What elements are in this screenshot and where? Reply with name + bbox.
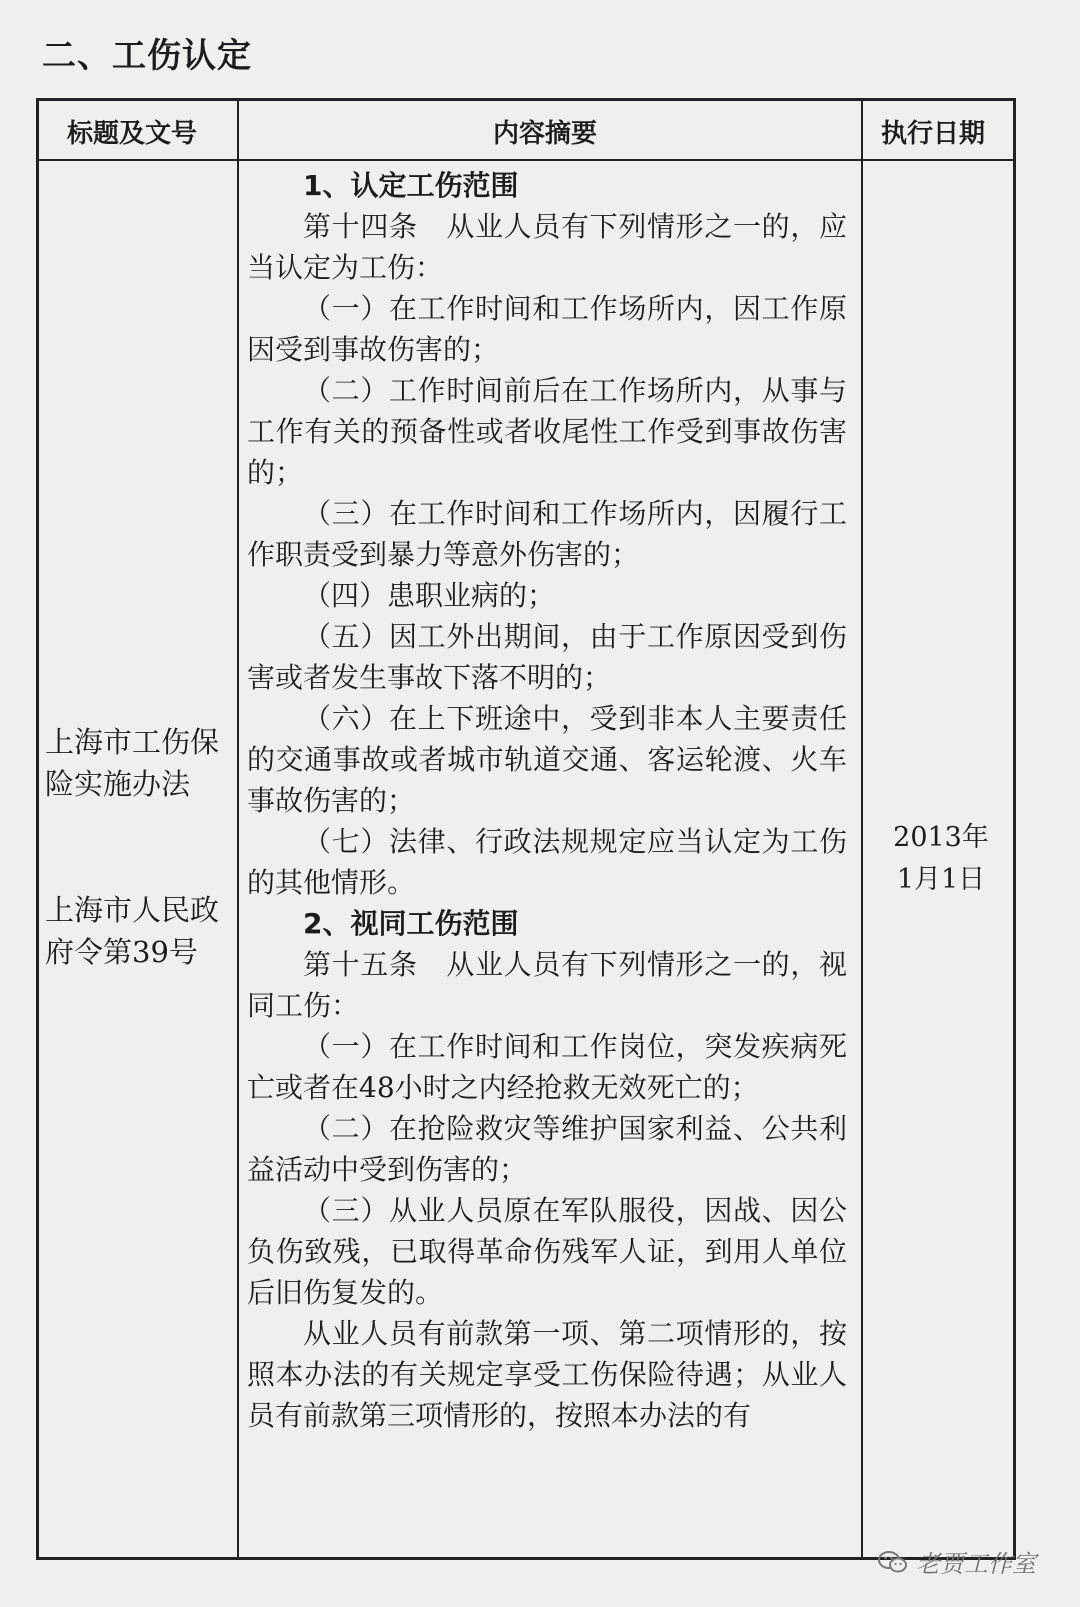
date-year: 2013年: [893, 822, 989, 853]
summary-paragraph: （三）在工作时间和工作场所内，因履行工作职责受到暴力等意外伤害的；: [247, 497, 847, 571]
summary-paragraph: （四）患职业病的；: [303, 579, 556, 612]
summary-paragraph: （三）从业人员原在军队服役，因战、因公负伤致残，已取得革命伤残军人证，到用人单位后旧伤复发的。: [247, 1194, 847, 1309]
watermark-text: 老贾工作室: [916, 1550, 1036, 1578]
summary-paragraph: （二）工作时间前后在工作场所内，从事与工作有关的预备性或者收尾性工作受到事故伤害的；: [247, 374, 847, 489]
summary-paragraph: （七）法律、行政法规规定应当认定为工伤的其他情形。: [247, 825, 847, 899]
summary-paragraph: （五）因工外出期间，由于工作原因受到伤害或者发生事故下落不明的；: [247, 620, 847, 694]
summary-paragraph: （二）在抢险救灾等维护国家利益、公共利益活动中受到伤害的；: [247, 1112, 847, 1186]
column-divider: [237, 101, 239, 1557]
column-divider: [861, 101, 863, 1557]
summary-paragraph: 第十五条 从业人员有下列情形之一的，视同工伤：: [247, 948, 847, 1022]
summary-heading: 1、认定工伤范围: [303, 169, 519, 202]
summary-paragraph: （六）在上下班途中，受到非本人主要责任的交通事故或者城市轨道交通、客运轮渡、火车事故伤害的；: [247, 702, 847, 817]
watermark: [878, 1544, 1036, 1579]
summary-paragraph: 第十四条 从业人员有下列情形之一的，应当认定为工伤：: [247, 210, 847, 284]
section-title: 二、工伤认定: [42, 36, 252, 76]
summary-paragraph: （一）在工作时间和工作场所内，因工作原因受到事故伤害的；: [247, 292, 847, 366]
wechat-icon: [878, 1550, 908, 1574]
date-cell: [871, 817, 1011, 901]
summary-heading: 2、视同工伤范围: [303, 907, 519, 940]
summary-cell: [247, 165, 847, 1436]
summary-paragraph: （一）在工作时间和工作岗位，突发疾病死亡或者在48小时之内经抢救无效死亡的；: [247, 1030, 847, 1104]
date-day: 1月1日: [896, 864, 986, 895]
header-title: 标题及文号: [67, 119, 198, 149]
summary-paragraph: 从业人员有前款第一项、第二项情形的，按照本办法的有关规定享受工伤保险待遇；从业人员有前款第三项情形的，按照本办法的有: [247, 1317, 847, 1432]
header-summary: 内容摘要: [493, 119, 598, 149]
law-name: 上海市工伤保险实施办法: [45, 725, 220, 801]
header-date: 执行日期: [881, 119, 986, 149]
header-divider: [39, 159, 1013, 161]
regulation-table: [36, 98, 1016, 1560]
law-number: 上海市人民政府令第39号: [45, 893, 220, 969]
